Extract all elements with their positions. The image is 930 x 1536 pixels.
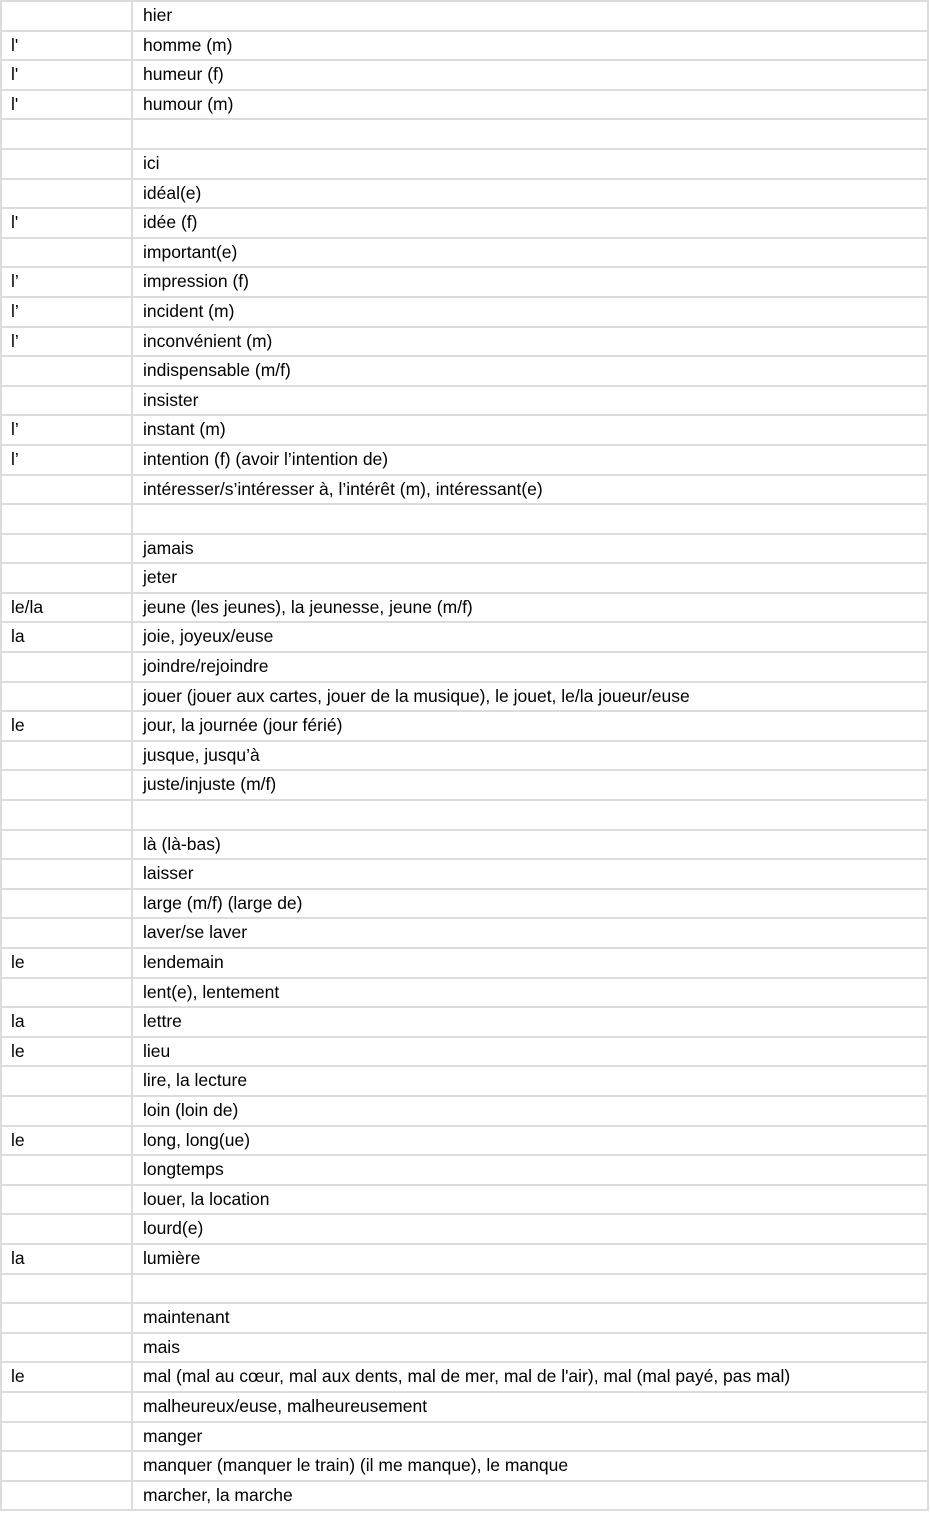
word-text: instant (m) xyxy=(143,419,226,440)
table-row xyxy=(1,1244,928,1274)
table-row xyxy=(1,31,928,61)
article-cell[interactable] xyxy=(1,415,132,445)
article-cell[interactable] xyxy=(1,711,132,741)
article-cell[interactable] xyxy=(1,1066,132,1096)
article-cell[interactable] xyxy=(1,534,132,564)
table-row xyxy=(1,652,928,682)
word-text: intention (f) (avoir l’intention de) xyxy=(143,448,389,469)
word-text: jamais xyxy=(143,537,194,558)
word-text: mais xyxy=(143,1336,180,1357)
word-text: jusque, jusqu’à xyxy=(143,744,260,765)
word-text: laisser xyxy=(143,863,194,884)
table-row xyxy=(1,593,928,623)
word-text: long, long(ue) xyxy=(143,1129,251,1150)
article-text: le xyxy=(11,715,25,736)
article-cell[interactable] xyxy=(1,1303,132,1333)
word-cell[interactable] xyxy=(132,593,928,623)
table-row xyxy=(1,534,928,564)
article-cell[interactable] xyxy=(1,475,132,505)
word-cell[interactable] xyxy=(132,1451,928,1481)
article-cell[interactable] xyxy=(1,297,132,327)
article-cell[interactable] xyxy=(1,770,132,800)
word-cell[interactable] xyxy=(132,622,928,652)
article-cell[interactable] xyxy=(1,179,132,209)
article-cell[interactable] xyxy=(1,1274,132,1304)
word-cell[interactable] xyxy=(132,978,928,1008)
word-text: manger xyxy=(143,1425,203,1446)
article-text: l' xyxy=(11,93,19,114)
article-cell[interactable] xyxy=(1,1244,132,1274)
word-cell[interactable] xyxy=(132,415,928,445)
word-text: là (là-bas) xyxy=(143,833,221,854)
word-text: hier xyxy=(143,5,173,25)
table-row xyxy=(1,1185,928,1215)
article-text: la xyxy=(11,626,25,647)
article-cell[interactable] xyxy=(1,60,132,90)
word-cell[interactable] xyxy=(132,859,928,889)
word-cell[interactable] xyxy=(132,1066,928,1096)
word-text: insister xyxy=(143,389,199,410)
word-text: jeter xyxy=(143,567,178,588)
word-cell[interactable] xyxy=(132,1,928,31)
word-cell[interactable] xyxy=(132,327,928,357)
table-row xyxy=(1,208,928,238)
table-row xyxy=(1,1451,928,1481)
word-cell[interactable] xyxy=(132,475,928,505)
word-cell[interactable] xyxy=(132,90,928,120)
word-cell[interactable] xyxy=(132,208,928,238)
article-cell[interactable] xyxy=(1,1155,132,1185)
word-cell[interactable] xyxy=(132,830,928,860)
article-cell[interactable] xyxy=(1,267,132,297)
table-row xyxy=(1,1481,928,1511)
article-cell[interactable] xyxy=(1,859,132,889)
article-cell[interactable] xyxy=(1,1185,132,1215)
article-cell[interactable] xyxy=(1,830,132,860)
article-cell[interactable] xyxy=(1,1392,132,1422)
table-row xyxy=(1,1126,928,1156)
word-text: louer, la location xyxy=(143,1188,270,1209)
table-row xyxy=(1,1096,928,1126)
table-row xyxy=(1,504,928,534)
table-row xyxy=(1,978,928,1008)
word-cell[interactable] xyxy=(132,297,928,327)
article-text: l’ xyxy=(11,419,19,440)
table-row xyxy=(1,859,928,889)
article-text: la xyxy=(11,1247,25,1268)
word-cell[interactable] xyxy=(132,1007,928,1037)
article-cell[interactable] xyxy=(1,563,132,593)
article-cell[interactable] xyxy=(1,208,132,238)
article-cell[interactable] xyxy=(1,149,132,179)
article-cell[interactable] xyxy=(1,1007,132,1037)
word-cell[interactable] xyxy=(132,534,928,564)
table-row xyxy=(1,889,928,919)
article-cell[interactable] xyxy=(1,622,132,652)
article-cell[interactable] xyxy=(1,1214,132,1244)
word-text: ici xyxy=(143,152,160,173)
word-text: juste/injuste (m/f) xyxy=(143,774,277,795)
word-cell[interactable] xyxy=(132,889,928,919)
word-cell[interactable] xyxy=(132,386,928,416)
word-text: loin (loin de) xyxy=(143,1099,239,1120)
word-cell[interactable] xyxy=(132,1274,928,1304)
word-cell[interactable] xyxy=(132,711,928,741)
word-text: laver/se laver xyxy=(143,922,248,943)
table-row xyxy=(1,149,928,179)
word-cell[interactable] xyxy=(132,1155,928,1185)
article-cell[interactable] xyxy=(1,889,132,919)
article-text: l’ xyxy=(11,300,19,321)
word-text: large (m/f) (large de) xyxy=(143,892,303,913)
word-cell[interactable] xyxy=(132,1096,928,1126)
table-row xyxy=(1,918,928,948)
table-row xyxy=(1,800,928,830)
article-cell[interactable] xyxy=(1,445,132,475)
word-text: impression (f) xyxy=(143,271,249,292)
word-text: jour, la journée (jour férié) xyxy=(143,715,343,736)
word-cell[interactable] xyxy=(132,1481,928,1511)
article-cell[interactable] xyxy=(1,1333,132,1363)
article-cell[interactable] xyxy=(1,356,132,386)
article-text: le/la xyxy=(11,596,44,617)
word-cell[interactable] xyxy=(132,119,928,149)
article-text: l’ xyxy=(11,271,19,292)
article-text: la xyxy=(11,1011,25,1032)
article-cell[interactable] xyxy=(1,593,132,623)
article-text: le xyxy=(11,1129,25,1150)
article-cell[interactable] xyxy=(1,119,132,149)
table-row xyxy=(1,1214,928,1244)
word-text: lent(e), lentement xyxy=(143,981,280,1002)
article-cell[interactable] xyxy=(1,1,132,31)
word-cell[interactable] xyxy=(132,1362,928,1392)
word-text: joindre/rejoindre xyxy=(143,656,269,677)
word-text: lieu xyxy=(143,1040,171,1061)
word-text: lire, la lecture xyxy=(143,1070,248,1091)
word-cell[interactable] xyxy=(132,1185,928,1215)
word-cell[interactable] xyxy=(132,1244,928,1274)
article-cell[interactable] xyxy=(1,238,132,268)
table-row xyxy=(1,1,928,31)
word-text: indispensable (m/f) xyxy=(143,360,291,381)
table-row xyxy=(1,356,928,386)
table-row xyxy=(1,386,928,416)
word-text: idée (f) xyxy=(143,212,198,233)
article-text: l’ xyxy=(11,448,19,469)
word-cell[interactable] xyxy=(132,1333,928,1363)
article-cell[interactable] xyxy=(1,948,132,978)
article-cell[interactable] xyxy=(1,1481,132,1511)
word-cell[interactable] xyxy=(132,1392,928,1422)
article-cell[interactable] xyxy=(1,682,132,712)
article-cell[interactable] xyxy=(1,1422,132,1452)
table-row xyxy=(1,179,928,209)
table-row xyxy=(1,1303,928,1333)
table-row xyxy=(1,238,928,268)
article-cell[interactable] xyxy=(1,978,132,1008)
word-cell[interactable] xyxy=(132,800,928,830)
word-cell[interactable] xyxy=(132,770,928,800)
word-cell[interactable] xyxy=(132,356,928,386)
article-cell[interactable] xyxy=(1,652,132,682)
table-row xyxy=(1,1155,928,1185)
word-text: important(e) xyxy=(143,241,238,262)
word-text: longtemps xyxy=(143,1159,224,1180)
article-text: le xyxy=(11,1040,25,1061)
article-cell[interactable] xyxy=(1,386,132,416)
table-row xyxy=(1,267,928,297)
article-cell[interactable] xyxy=(1,504,132,534)
table-row xyxy=(1,1066,928,1096)
article-cell[interactable] xyxy=(1,918,132,948)
table-row xyxy=(1,1333,928,1363)
word-cell[interactable] xyxy=(132,1303,928,1333)
word-cell[interactable] xyxy=(132,682,928,712)
table-row xyxy=(1,119,928,149)
table-row xyxy=(1,475,928,505)
word-cell[interactable] xyxy=(132,31,928,61)
word-cell[interactable] xyxy=(132,918,928,948)
word-text: jouer (jouer aux cartes, jouer de la musique), le jouet, le/la joueur/euse xyxy=(143,685,690,706)
word-text: joie, joyeux/euse xyxy=(143,626,274,647)
table-row xyxy=(1,60,928,90)
word-cell[interactable] xyxy=(132,1422,928,1452)
word-text: manquer (manquer le train) (il me manque), le manque xyxy=(143,1455,569,1476)
table-row xyxy=(1,1007,928,1037)
table-row xyxy=(1,297,928,327)
article-cell[interactable] xyxy=(1,1096,132,1126)
table-row xyxy=(1,1274,928,1304)
table-row xyxy=(1,1037,928,1067)
word-cell[interactable] xyxy=(132,1214,928,1244)
word-text: lendemain xyxy=(143,952,224,972)
word-text: mal (mal au cœur, mal aux dents, mal de mer, mal de l'air), mal (mal payé, pas mal) xyxy=(143,1366,791,1387)
article-text: l’ xyxy=(11,330,19,351)
word-cell[interactable] xyxy=(132,948,928,978)
table-row xyxy=(1,327,928,357)
word-cell[interactable] xyxy=(132,445,928,475)
word-text: lettre xyxy=(143,1011,182,1032)
article-cell[interactable] xyxy=(1,31,132,61)
table-row xyxy=(1,770,928,800)
word-text: inconvénient (m) xyxy=(143,330,273,351)
word-text: intéresser/s’intéresser à, l’intérêt (m), intéressant(e) xyxy=(143,478,543,499)
table-row xyxy=(1,445,928,475)
table-row xyxy=(1,830,928,860)
table-row xyxy=(1,90,928,120)
word-text: homme (m) xyxy=(143,34,233,55)
table-row xyxy=(1,622,928,652)
word-cell[interactable] xyxy=(132,60,928,90)
article-cell[interactable] xyxy=(1,1126,132,1156)
table-row xyxy=(1,1392,928,1422)
article-text: le xyxy=(11,1366,25,1387)
table-row xyxy=(1,1422,928,1452)
article-cell[interactable] xyxy=(1,741,132,771)
table-row xyxy=(1,415,928,445)
article-text: le xyxy=(11,952,25,972)
word-text: incident (m) xyxy=(143,300,235,321)
table-row xyxy=(1,563,928,593)
article-cell[interactable] xyxy=(1,90,132,120)
word-cell[interactable] xyxy=(132,1126,928,1156)
word-text: malheureux/euse, malheureusement xyxy=(143,1395,428,1416)
article-cell[interactable] xyxy=(1,1451,132,1481)
table-row xyxy=(1,1362,928,1392)
article-cell[interactable] xyxy=(1,800,132,830)
word-cell[interactable] xyxy=(132,149,928,179)
word-cell[interactable] xyxy=(132,179,928,209)
vocabulary-table-body xyxy=(1,1,928,1510)
table-row xyxy=(1,682,928,712)
word-cell[interactable] xyxy=(132,504,928,534)
article-text: l' xyxy=(11,64,19,85)
word-cell[interactable] xyxy=(132,267,928,297)
table-row xyxy=(1,741,928,771)
word-cell[interactable] xyxy=(132,563,928,593)
article-cell[interactable] xyxy=(1,327,132,357)
word-cell[interactable] xyxy=(132,741,928,771)
word-text: humour (m) xyxy=(143,93,234,114)
word-cell[interactable] xyxy=(132,1037,928,1067)
word-text: lumière xyxy=(143,1247,201,1268)
article-text: l' xyxy=(11,212,19,233)
word-text: idéal(e) xyxy=(143,182,202,203)
word-text: maintenant xyxy=(143,1307,230,1328)
article-text: l' xyxy=(11,34,19,55)
word-text: jeune (les jeunes), la jeunesse, jeune (m/f) xyxy=(143,596,473,617)
article-cell[interactable] xyxy=(1,1037,132,1067)
table-row xyxy=(1,711,928,741)
word-text: humeur (f) xyxy=(143,64,224,85)
word-cell[interactable] xyxy=(132,238,928,268)
word-text: marcher, la marche xyxy=(143,1484,293,1505)
article-cell[interactable] xyxy=(1,1362,132,1392)
table-row xyxy=(1,948,928,978)
word-text: lourd(e) xyxy=(143,1218,204,1239)
word-cell[interactable] xyxy=(132,652,928,682)
